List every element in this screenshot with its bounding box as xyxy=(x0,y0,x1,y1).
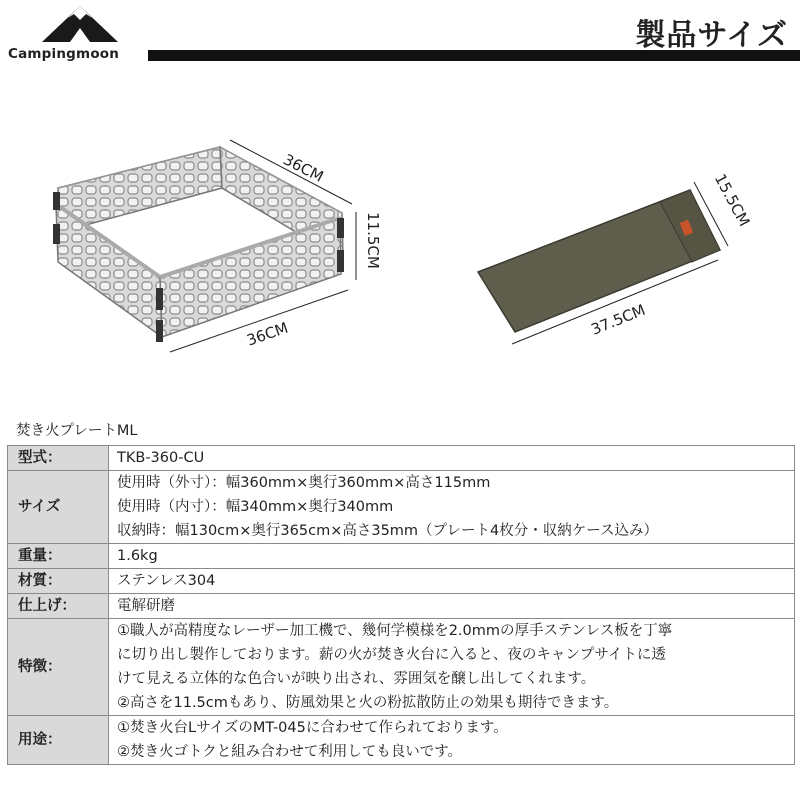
table-row xyxy=(8,716,795,765)
row-label: 型式： xyxy=(8,446,109,471)
row-value: 使用時（外寸）：幅360mm×奥行360mm×高さ115mm 使用時（内寸）：幅340mm×奥行340mm 収納時：幅130cm×奥行365cm×高さ35mm（プレート4枚分・収納ケース込み） xyxy=(109,471,795,544)
frame-depth-label: 36CM xyxy=(244,318,291,350)
brand-name: Campingmoon xyxy=(8,46,120,62)
row-value: ステンレス304 xyxy=(109,569,795,594)
case-width-label: 15.5CM xyxy=(710,170,754,230)
row-label: 重量： xyxy=(8,544,109,569)
row-value: 1.6kg xyxy=(109,544,795,569)
table-row xyxy=(8,446,795,471)
table-row xyxy=(8,569,795,594)
row-label: 材質： xyxy=(8,569,109,594)
table-row xyxy=(8,544,795,569)
row-value: ①職人が高精度なレーザー加工機で、幾何学模様を2.0mmの厚手ステンレス板を丁寧 に切り出し製作しております。薪の火が焚き火台に入ると、夜のキャンプサイトに透 けて見える立体的な色合いが映り出され、雰囲気を醸し出してくれます。 ②高さを11.5cmもあり、防風効果と火の粉拡散防止の効果も期待できます。 xyxy=(109,619,795,716)
product-illustration xyxy=(0,100,800,420)
page-title: 製品サイズ xyxy=(635,18,788,53)
mountain-logo-icon xyxy=(40,4,120,44)
case-length-label: 37.5CM xyxy=(588,300,648,339)
spec-table xyxy=(7,445,795,765)
row-label: サイズ xyxy=(8,471,109,544)
product-caption: 焚き火プレートML xyxy=(16,423,138,439)
row-value: 電解研磨 xyxy=(109,594,795,619)
row-label: 用途： xyxy=(8,716,109,765)
storage-case xyxy=(478,190,720,332)
table-row xyxy=(8,619,795,716)
row-value: TKB-360-CU xyxy=(109,446,795,471)
brand-logo xyxy=(8,4,138,66)
frame-height-label: 11.5CM xyxy=(364,212,382,269)
row-label: 特徴： xyxy=(8,619,109,716)
table-row xyxy=(8,471,795,544)
row-label: 仕上げ： xyxy=(8,594,109,619)
row-value: ①焚き火台LサイズのMT-045に合わせて作られております。 ②焚き火ゴトクと組み合わせて利用しても良いです。 xyxy=(109,716,795,765)
frame-width-label: 36CM xyxy=(280,150,327,186)
table-row xyxy=(8,594,795,619)
